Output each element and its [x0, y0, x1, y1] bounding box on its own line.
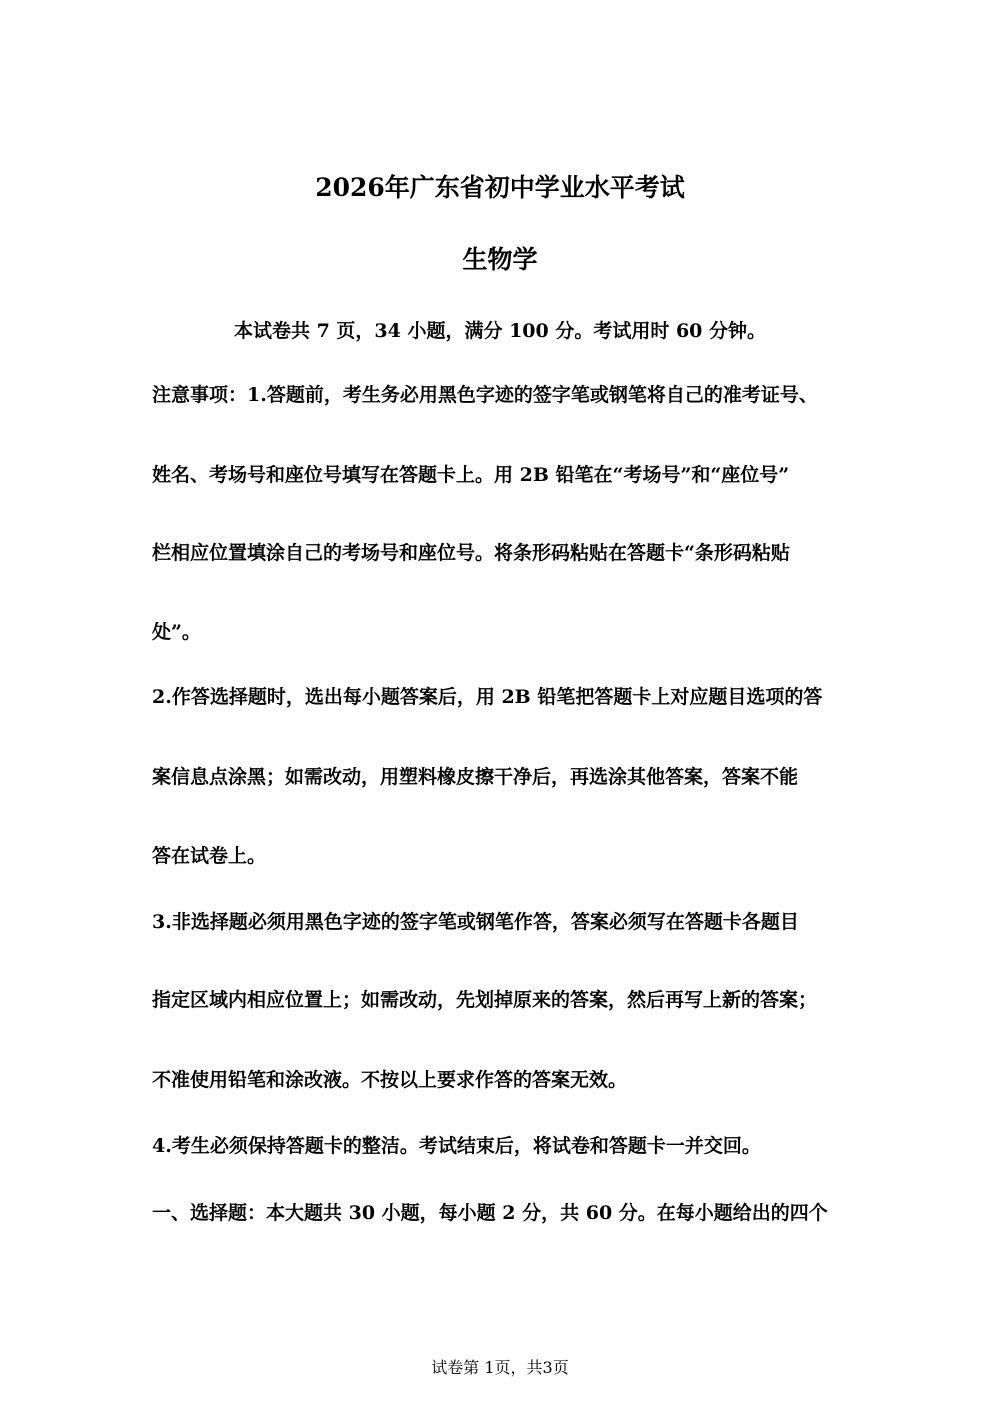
- subject-title: 生物学: [462, 245, 538, 274]
- notice-line-10: 不准使用铅笔和涂改液。不按以上要求作答的答案无效。: [152, 1069, 628, 1091]
- notice-line-5: 2.作答选择题时，选出每小题答案后，用 2B 铅笔把答题卡上对应题目选项的答: [152, 686, 823, 708]
- notice-line-9: 指定区域内相应位置上；如需改动，先划掉原来的答案，然后再写上新的答案；: [152, 989, 818, 1011]
- notice-line-2: 姓名、考场号和座位号填写在答题卡上。用 2B 铅笔在“考场号”和“座位号”: [152, 464, 790, 486]
- notice-line-8: 3.非选择题必须用黑色字迹的签字笔或钢笔作答，答案必须写在答题卡各题目: [152, 911, 799, 933]
- section-intro: 一、选择题：本大题共 30 小题，每小题 2 分，共 60 分。在每小题给出的四个: [152, 1202, 828, 1224]
- page-footer: 试卷第 1页，共3页: [431, 1358, 569, 1377]
- exam-info: 本试卷共 7 页，34 小题，满分 100 分。考试用时 60 分钟。: [233, 320, 767, 342]
- notice-line-11: 4.考生必须保持答题卡的整洁。考试结束后，将试卷和答题卡一并交回。: [152, 1135, 761, 1157]
- notice-line-3: 栏相应位置填涂自己的考场号和座位号。将条形码粘贴在答题卡“条形码粘贴: [152, 542, 790, 564]
- notice-line-4: 处”。: [152, 621, 201, 643]
- notice-line-1: 注意事项：1.答题前，考生务必用黑色字迹的签字笔或钢笔将自己的准考证号、: [152, 384, 818, 406]
- notice-line-7: 答在试卷上。: [152, 845, 267, 867]
- notice-line-6: 案信息点涂黑；如需改动，用塑料橡皮擦干净后，再选涂其他答案，答案不能: [152, 766, 799, 788]
- exam-title: 2026年广东省初中学业水平考试: [315, 173, 685, 202]
